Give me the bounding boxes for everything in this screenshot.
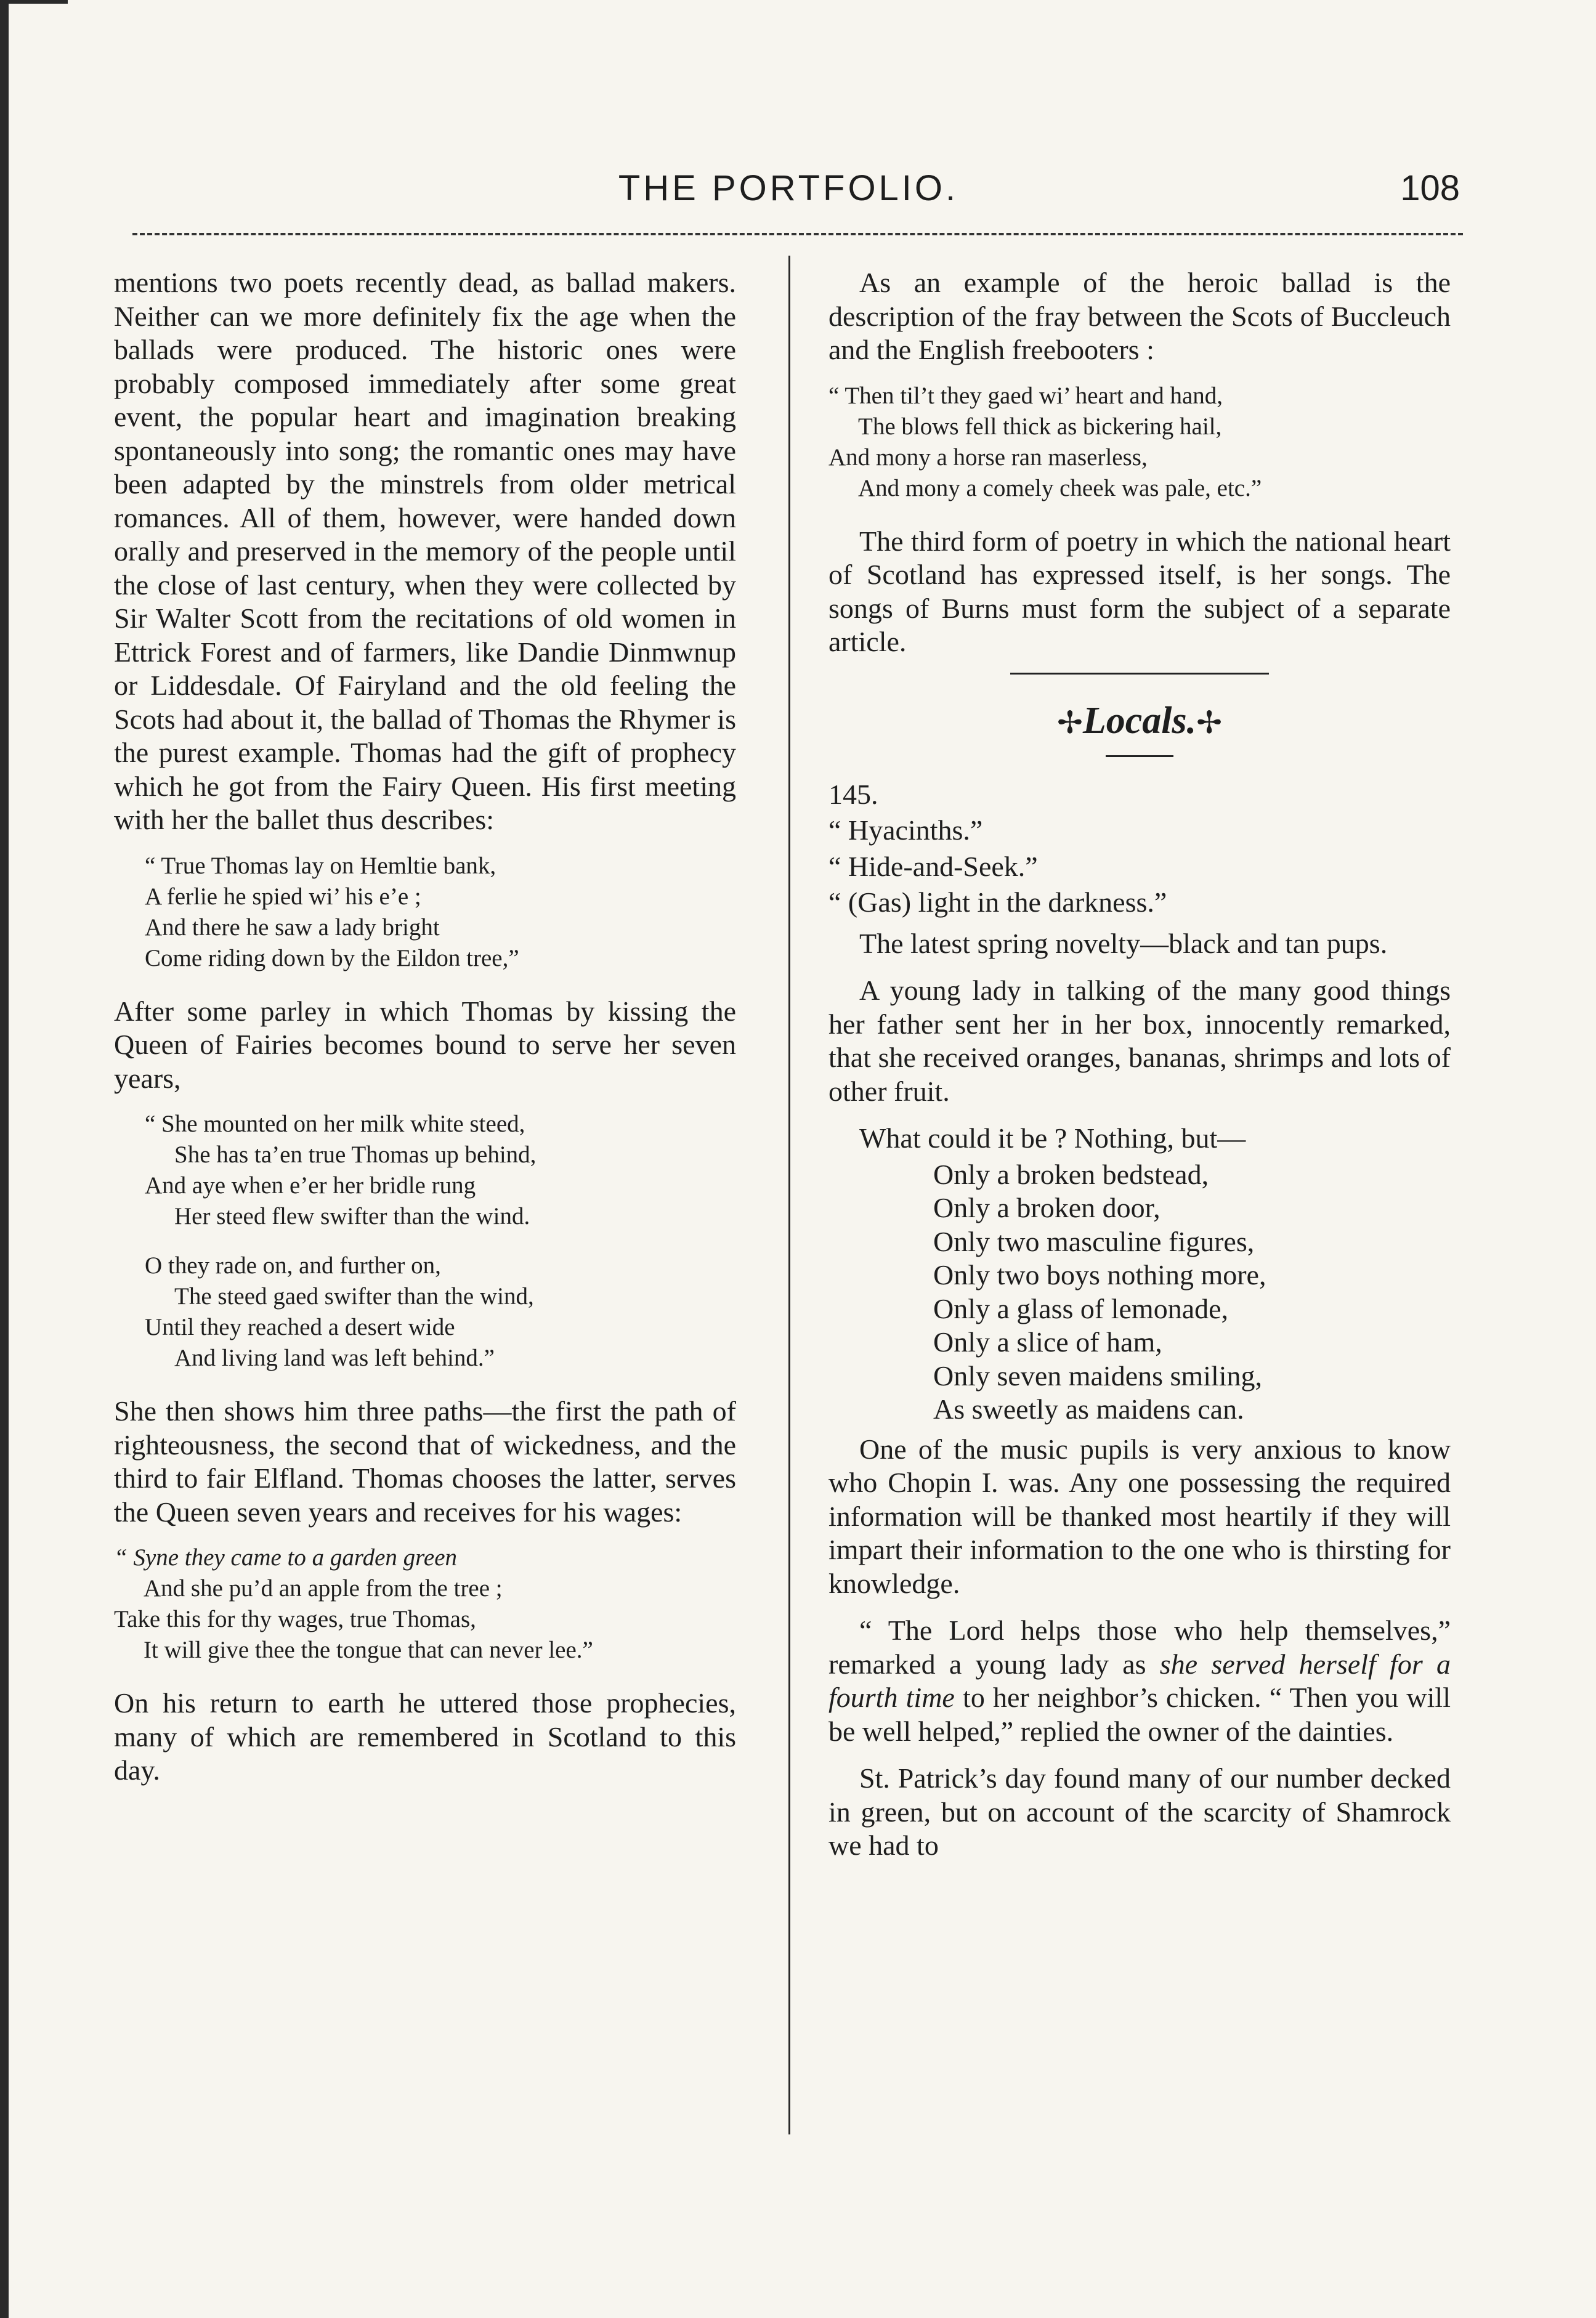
verse-line: And she pu’d an apple from the tree ; — [144, 1575, 503, 1602]
verse-line: “ She mounted on her milk white steed, — [145, 1111, 525, 1137]
paragraph: On his return to earth he uttered those prophecies, many of which are remembered in Scotland to this day. — [114, 1687, 736, 1786]
paragraph: She then shows him three paths—the first the path of righteousness, the second that of wickedness, and the third to fair Elfland. Thomas chooses the latter, serves the Queen seven years and receives for his wages: — [114, 1395, 736, 1528]
verse-stanza — [145, 851, 736, 974]
paragraph: After some parley in which Thomas by kissing the Queen of Fairies becomes bound to serve her seven years, — [114, 995, 736, 1094]
heading-rule — [1106, 755, 1173, 757]
stanza-gap — [145, 1232, 736, 1250]
verse-line: And living land was left behind.” — [174, 1345, 495, 1371]
verse-line: And there he saw a lady bright — [145, 914, 440, 941]
journal-title: THE PORTFOLIO. — [618, 168, 959, 208]
text-run: “ The Lord helps those who help themselves,” remarked a young lady as — [828, 1615, 1451, 1680]
verse-line: Take this for thy wages, true Thomas, — [114, 1606, 476, 1632]
verse-line: And aye when e’er her bridle rung — [145, 1172, 476, 1199]
ornament-icon: ✢ — [1196, 705, 1223, 740]
list-line: Only two boys nothing more, — [933, 1259, 1266, 1291]
italic-text: she served herself for a fourth time — [828, 1648, 1451, 1713]
verse-line: Come riding down by the Eildon tree,” — [145, 944, 519, 971]
verse-line: A ferlie he spied wi’ his e’e ; — [145, 883, 421, 910]
corner-mark — [0, 0, 68, 4]
paragraph: The third form of poetry in which the national heart of Scotland has expressed itself, is her songs. The songs of Burns must form the subject of a separate article. — [828, 525, 1451, 657]
verse-line: “ Syne they came to a garden green — [114, 1544, 458, 1571]
verse-stanza — [828, 381, 1451, 504]
page-number: 108 — [1400, 168, 1460, 208]
verse-line: O they rade on, and further on, — [145, 1252, 441, 1279]
verse-line: “ True Thomas lay on Hemltie bank, — [145, 852, 496, 879]
paragraph: What could it be ? Nothing, but— — [859, 1122, 1246, 1154]
verse-line: The steed gaed swifter than the wind, — [174, 1283, 534, 1310]
verse-line: Her steed flew swifter than the wind. — [174, 1203, 530, 1230]
paragraph: One of the music pupils is very anxious to know who Chopin I. was. Any one possessing the required information will be thanked most heartily if they will impart their information to the one who is thirsting for knowledge. — [828, 1433, 1451, 1599]
list-item: “ Hide-and-Seek.” — [828, 850, 1038, 882]
list-line: Only a broken bedstead, — [933, 1158, 1209, 1190]
paragraph: St. Patrick’s day found many of our number decked in green, but on account of the scarcity of Shamrock we had to — [828, 1762, 1451, 1861]
verse-line: The blows fell thick as bickering hail, — [858, 413, 1222, 440]
list-line: Only a slice of ham, — [933, 1326, 1162, 1358]
binding-edge — [0, 0, 9, 2318]
list-line: Only two masculine figures, — [933, 1225, 1255, 1257]
item-number: 145. — [828, 778, 878, 810]
verse-line: And mony a horse ran maserless, — [828, 444, 1148, 471]
list-line: Only a broken door, — [933, 1192, 1161, 1223]
running-header — [117, 168, 1460, 223]
paragraph: The latest spring novelty—black and tan pups. — [859, 927, 1388, 959]
section-heading — [828, 699, 1451, 743]
paragraph — [828, 1614, 1451, 1748]
text-run: to her neighbor’s chicken. “ Then you will be well helped,” replied the owner of the dainties. — [828, 1682, 1451, 1747]
list-item: “ Hyacinths.” — [828, 814, 983, 846]
verse-line: “ Then til’t they gaed wi’ heart and hand, — [828, 382, 1223, 409]
list-line: As sweetly as maidens can. — [933, 1393, 1244, 1425]
verse-line: She has ta’en true Thomas up behind, — [174, 1141, 537, 1168]
list-line: Only seven maidens smiling, — [933, 1360, 1263, 1392]
verse-line: It will give thee the tongue that can never lee.” — [144, 1637, 593, 1663]
poem-list — [933, 1158, 1451, 1427]
list-item: “ (Gas) light in the darkness.” — [828, 886, 1167, 918]
verse-stanza — [114, 1542, 736, 1666]
column-divider — [788, 256, 790, 2134]
right-column — [828, 266, 1451, 1876]
section-title: Locals. — [1082, 699, 1197, 742]
left-column — [114, 266, 736, 1801]
paragraph: As an example of the heroic ballad is the description of the fray between the Scots of Buccleuch and the English freebooters : — [828, 267, 1451, 365]
verse-stanza — [145, 1109, 736, 1374]
ornament-icon: ✢ — [1056, 705, 1083, 740]
paragraph: A young lady in talking of the many good things her father sent her in her box, innocently remarked, that she received oranges, bananas, shrimps and lots of other fruit. — [828, 975, 1451, 1107]
verse-line: Until they reached a desert wide — [145, 1314, 455, 1340]
paragraph: mentions two poets recently dead, as ballad makers. Neither can we more definitely fix the age when the ballads were produced. The historic ones were probably composed immediately after some great event, the popular heart and imagination breaking spontaneously into song; the romantic ones may have been adapted by the minstrels from older metrical romances. All of them, however, were handed down orally and preserved in the memory of the people until the close of last century, when they were collected by Sir Walter Scott from the recitations of old women in Ettrick Forest and of farmers, like Dandie Dinmwnup or Liddesdale. Of Fairyland and the old feeling the Scots had about it, the ballad of Thomas the Rhymer is the purest example. Thomas had the gift of prophecy which he got from the Fairy Queen. His first meeting with her the ballet thus describes: — [114, 267, 736, 835]
list-line: Only a glass of lemonade, — [933, 1292, 1229, 1324]
verse-line: And mony a comely cheek was pale, etc.” — [858, 474, 1262, 501]
section-rule — [1010, 673, 1269, 675]
header-rule — [132, 233, 1463, 235]
